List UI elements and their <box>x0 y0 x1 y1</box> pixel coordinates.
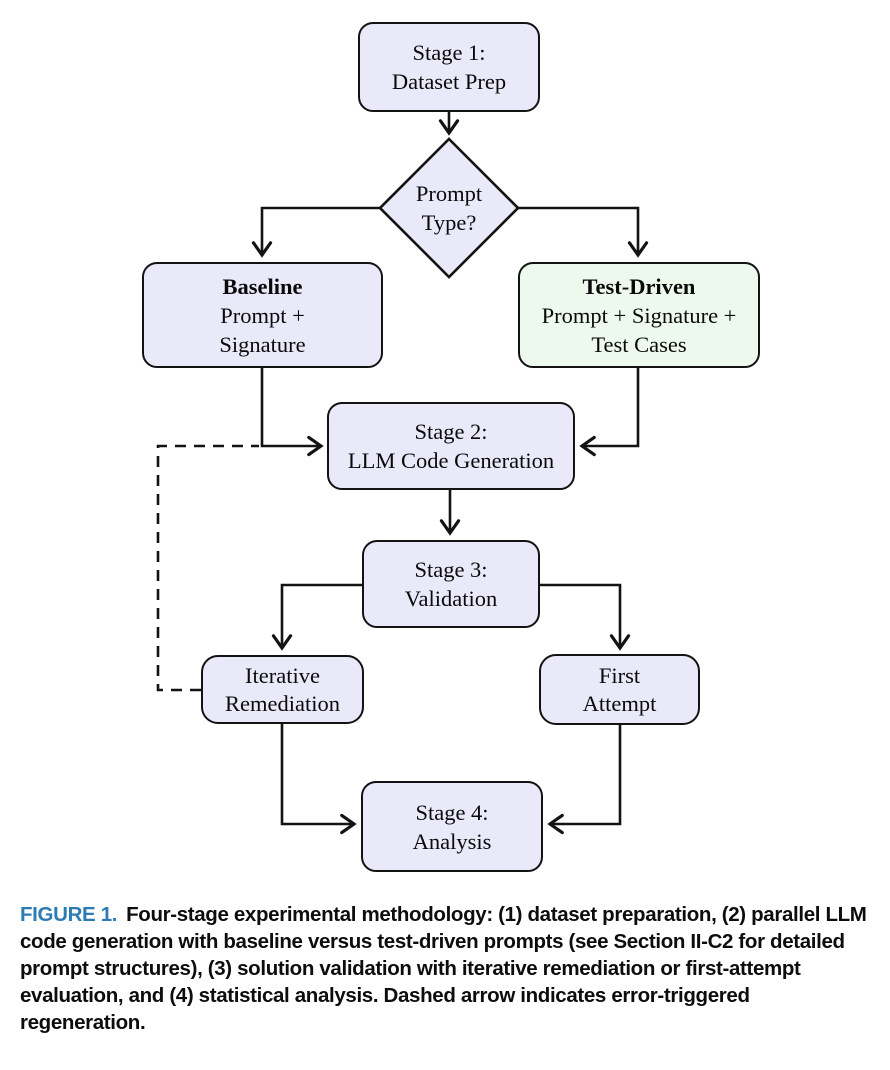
node-test-driven-line2: Prompt + Signature + <box>541 302 737 328</box>
node-decision-line2: Type? <box>421 210 477 235</box>
node-stage2-line2: LLM Code Generation <box>347 448 555 473</box>
edge-test-driven-to-stage2 <box>582 368 638 446</box>
node-baseline-line2: Prompt + <box>220 302 305 328</box>
node-stage1-line1: Stage 1: <box>412 40 486 65</box>
node-iterative-line2: Remediation <box>225 690 340 716</box>
edge-decision-to-baseline <box>262 208 380 255</box>
edge-iterative-to-stage4 <box>282 724 354 824</box>
node-iterative-line1: Iterative <box>245 662 320 688</box>
node-first-attempt-line2: Attempt <box>582 690 657 716</box>
node-baseline-line3: Signature <box>219 331 306 357</box>
node-baseline-title: Baseline <box>222 273 303 299</box>
node-decision-line1: Prompt <box>415 181 483 206</box>
figure-caption-label: FIGURE 1. <box>20 903 118 926</box>
node-stage2-line1: Stage 2: <box>414 419 488 444</box>
node-stage1-line2: Dataset Prep <box>391 69 507 94</box>
edge-feedback-dashed <box>158 446 259 690</box>
node-stage4-line2: Analysis <box>412 828 492 854</box>
edge-stage3-to-iterative <box>282 585 362 648</box>
node-test-driven-line3: Test Cases <box>591 331 687 357</box>
node-stage4-line1: Stage 4: <box>415 799 489 825</box>
edge-stage3-to-first-attempt <box>540 585 620 648</box>
node-decision-label <box>389 170 509 246</box>
node-stage2 <box>327 402 575 490</box>
edge-baseline-to-stage2 <box>262 368 321 446</box>
node-test-driven-title: Test-Driven <box>582 273 696 299</box>
node-stage3 <box>362 540 540 628</box>
figure-caption-text: Four-stage experimental methodology: (1) dataset preparation, (2) parallel LLM code generation with baseline versus test-driven prompts (see Section II-C2 for detailed prompt structures), (3) solution validation with iterative remediation or first-attempt evaluation, and (4) statistical analysis. Dashed arrow indicates error-triggered regeneration. <box>20 903 867 1034</box>
node-stage1 <box>358 22 540 112</box>
edge-first-attempt-to-stage4 <box>550 724 620 824</box>
node-stage3-line2: Validation <box>404 586 498 611</box>
node-baseline <box>142 262 383 368</box>
node-test-driven <box>518 262 760 368</box>
node-first-attempt <box>539 654 700 725</box>
node-first-attempt-line1: First <box>598 662 641 688</box>
figure-caption <box>20 901 871 1036</box>
edge-decision-to-test-driven <box>518 208 638 255</box>
node-iterative-remediation <box>201 655 364 724</box>
node-stage4 <box>361 781 543 872</box>
node-stage3-line1: Stage 3: <box>414 557 488 582</box>
